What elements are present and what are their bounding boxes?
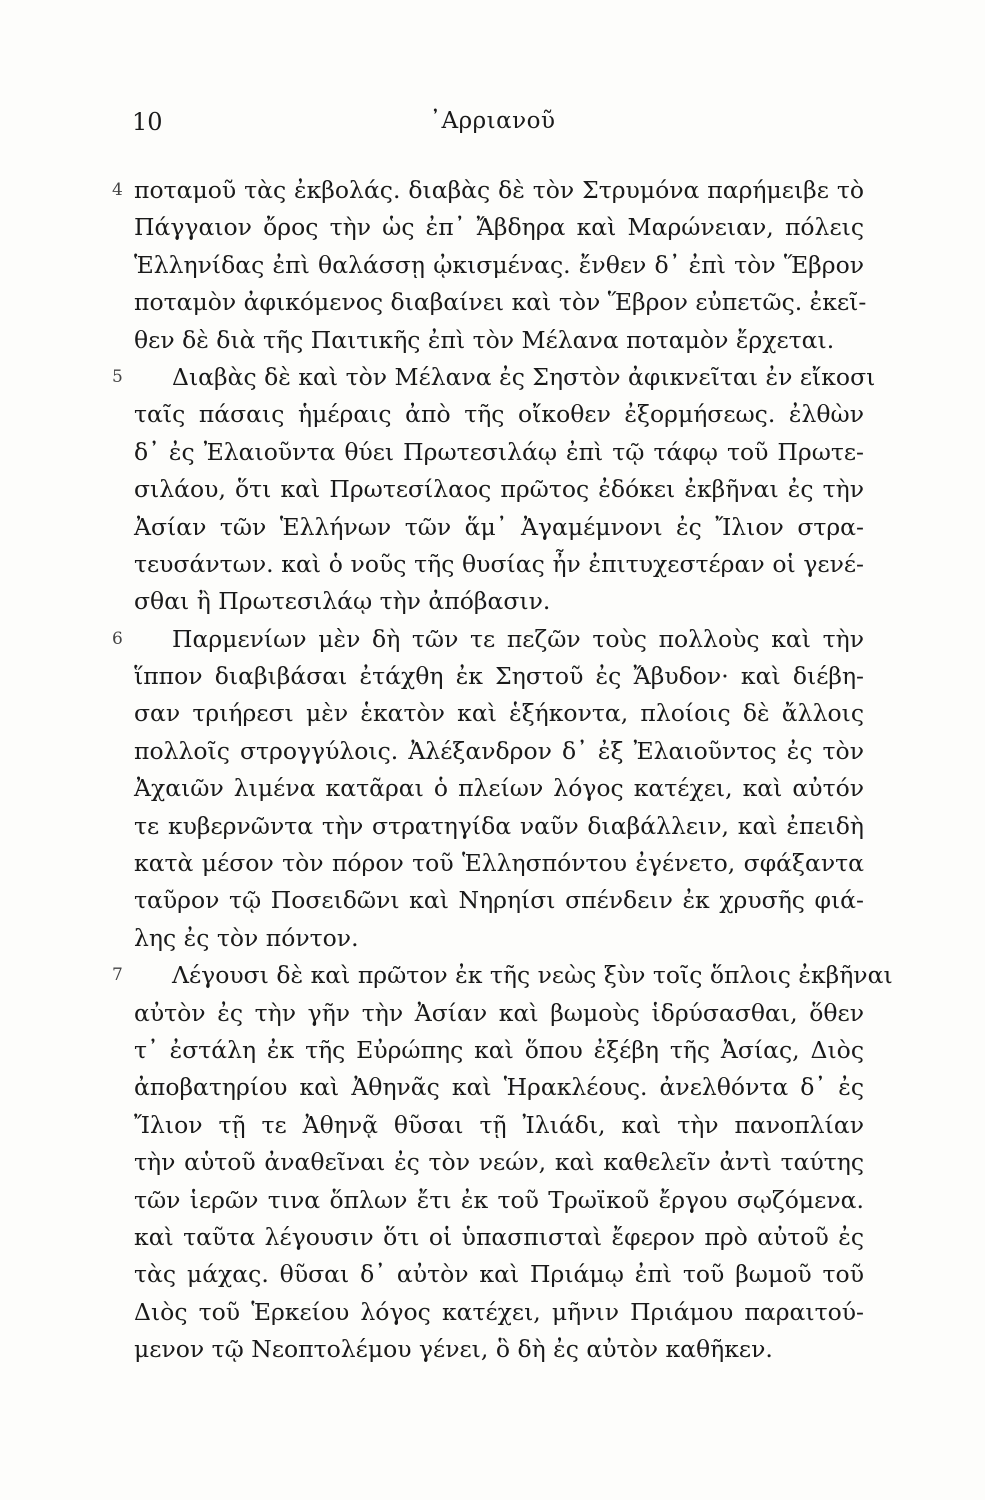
text-line: δ᾿ ἐς Ἐλαιοῦντα θύει Πρωτεσιλάῳ ἐπὶ τῷ τάφῳ τοῦ Πρωτε-	[134, 437, 864, 466]
text-line: πολλοῖς στρογγύλοις. Ἀλέξανδρον δ᾿ ἐξ Ἐλαιοῦντος ἐς τὸν	[134, 736, 864, 765]
text-line: σαν τριήρεσι μὲν ἑκατὸν καὶ ἑξήκοντα, πλοίοις δὲ ἄλλοις	[134, 699, 864, 728]
section-number: 6	[112, 628, 123, 649]
text-line: ποταμὸν ἀφικόμενος διαβαίνει καὶ τὸν Ἕβρον εὐπετῶς. ἐκεῖ-	[134, 288, 867, 317]
text-line: Ἴλιον τῇ τε Ἀθηνᾷ θῦσαι τῇ Ἰλιάδι, καὶ τὴν πανοπλίαν	[134, 1110, 864, 1139]
text-line	[112, 172, 864, 209]
text-line: Ἀσίαν τῶν Ἑλλήνων τῶν ἅμ᾿ Ἀγαμέμνονι ἐς Ἴλιον στρα-	[134, 512, 864, 541]
page-number: 10	[132, 108, 163, 136]
line-text: Παρμενίων μὲν δὴ τῶν τε πεζῶν τοὺς πολλοὺς καὶ τὴν	[172, 624, 864, 653]
text-line: τε κυβερνῶντα τὴν στρατηγίδα ναῦν διαβάλλειν, καὶ ἐπειδὴ	[134, 811, 864, 840]
text-line: λης ἐς τὸν πόντον.	[134, 923, 359, 952]
text-line: Πάγγαιον ὄρος τὴν ὡς ἐπ᾿ Ἄβδηρα καὶ Μαρώνειαν, πόλεις	[134, 213, 864, 242]
text-line: τὰς μάχας. θῦσαι δ᾿ αὐτὸν καὶ Πριάμῳ ἐπὶ τοῦ βωμοῦ τοῦ	[134, 1260, 864, 1289]
main-text	[112, 172, 893, 1369]
text-line	[112, 957, 893, 994]
text-line	[112, 621, 864, 658]
text-line: ἵππον διαβιβάσαι ἐτάχθη ἐκ Σηστοῦ ἐς Ἄβυδον· καὶ διέβη-	[134, 662, 864, 691]
section-number: 5	[112, 366, 123, 387]
text-line: Ἑλληνίδας ἐπὶ θαλάσσῃ ᾠκισμένας. ἔνθεν δ᾿ ἐπὶ τὸν Ἕβρον	[134, 250, 864, 279]
text-line: σιλάου, ὅτι καὶ Πρωτεσίλαος πρῶτος ἐδόκει ἐκβῆναι ἐς τὴν	[134, 475, 864, 504]
text-line: καὶ ταῦτα λέγουσιν ὅτι οἱ ὑπασπισταὶ ἔφερον πρὸ αὐτοῦ ἐς	[134, 1222, 864, 1251]
text-line	[112, 359, 876, 396]
page-header	[0, 108, 985, 148]
text-line: τευσάντων. καὶ ὁ νοῦς τῆς θυσίας ἦν ἐπιτυχεστέραν οἱ γενέ-	[134, 549, 864, 578]
text-line: σθαι ἢ Πρωτεσιλάῳ τὴν ἀπόβασιν.	[134, 587, 551, 616]
text-line: ταῦρον τῷ Ποσειδῶνι καὶ Νηρηίσι σπένδειν ἐκ χρυσῆς φιά-	[134, 886, 864, 915]
section-number: 7	[112, 965, 123, 986]
text-line: τὴν αὑτοῦ ἀναθεῖναι ἐς τὸν νεών, καὶ καθελεῖν ἀντὶ ταύτης	[134, 1148, 864, 1177]
line-text: Διαβὰς δὲ καὶ τὸν Μέλανα ἐς Σηστὸν ἀφικνεῖται ἐν εἴκοσι	[172, 362, 876, 391]
text-line: αὐτὸν ἐς τὴν γῆν τὴν Ἀσίαν καὶ βωμοὺς ἱδρύσασθαι, ὅθεν	[134, 998, 864, 1027]
text-line: μενον τῷ Νεοπτολέμου γένει, ὃ δὴ ἐς αὐτὸν καθῆκεν.	[134, 1335, 773, 1364]
text-line: Ἀχαιῶν λιμένα κατᾶραι ὁ πλείων λόγος κατέχει, καὶ αὐτόν	[134, 774, 864, 803]
text-line: κατὰ μέσον τὸν πόρον τοῦ Ἑλλησπόντου ἐγένετο, σφάξαντα	[134, 849, 864, 878]
line-text: Λέγουσι δὲ καὶ πρῶτον ἐκ τῆς νεὼς ξὺν τοῖς ὅπλοις ἐκβῆναι	[172, 961, 893, 990]
running-head: ᾿Αρριανοῦ	[429, 108, 556, 134]
text-line: Διὸς τοῦ Ἑρκείου λόγος κατέχει, μῆνιν Πριάμου παραιτού-	[134, 1297, 864, 1326]
line-text: ποταμοῦ τὰς ἐκβολάς. διαβὰς δὲ τὸν Στρυμόνα παρήμειβε τὸ	[134, 176, 864, 204]
text-line: τ᾿ ἐστάλη ἐκ τῆς Εὐρώπης καὶ ὅπου ἐξέβη τῆς Ἀσίας, Διὸς	[134, 1035, 864, 1064]
text-line: ἀποβατηρίου καὶ Ἀθηνᾶς καὶ Ἡρακλέους. ἀνελθόντα δ᾿ ἐς	[134, 1073, 864, 1102]
text-line: θεν δὲ διὰ τῆς Παιτικῆς ἐπὶ τὸν Μέλανα ποταμὸν ἔρχεται.	[134, 325, 835, 354]
text-line: ταῖς πάσαις ἡμέραις ἀπὸ τῆς οἴκοθεν ἐξορμήσεως. ἐλθὼν	[134, 400, 864, 429]
text-line: τῶν ἱερῶν τινα ὅπλων ἔτι ἐκ τοῦ Τρωϊκοῦ ἔργου σῳζόμενα.	[134, 1185, 864, 1214]
section-number: 4	[112, 180, 123, 200]
